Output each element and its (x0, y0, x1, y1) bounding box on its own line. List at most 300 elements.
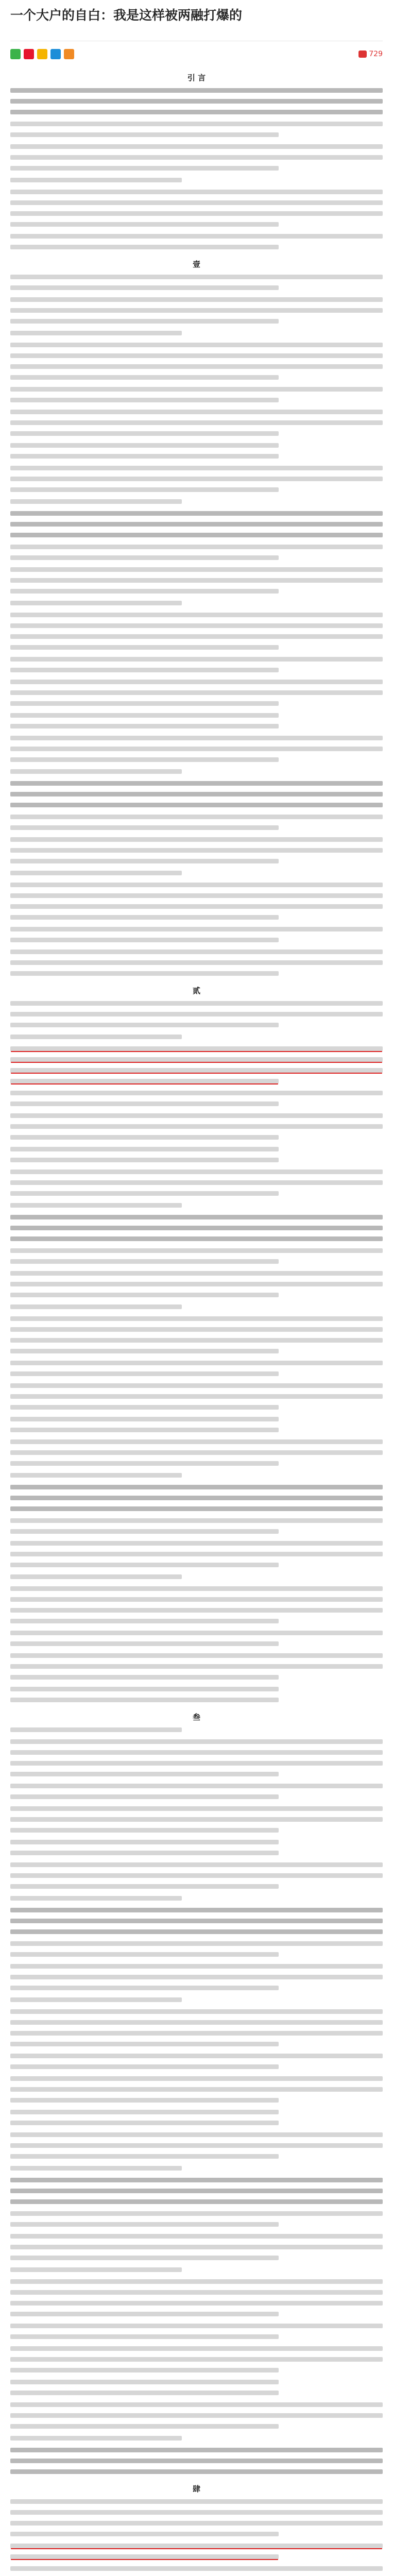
text-line (10, 477, 383, 481)
like-button[interactable] (358, 50, 383, 58)
text-line (10, 200, 383, 205)
paragraph (10, 1035, 383, 1039)
text-line (10, 1215, 383, 1219)
article-body (10, 72, 383, 2576)
paragraph (10, 837, 383, 863)
text-line (10, 701, 279, 706)
paragraph (10, 1806, 383, 1833)
paragraph (10, 1417, 383, 1432)
paragraph (10, 178, 383, 182)
text-line (10, 1929, 383, 1934)
text-line (10, 522, 383, 527)
section-heading: 贰 (192, 986, 200, 995)
like-heart-icon (358, 50, 367, 58)
text-line (10, 1450, 383, 1455)
paragraph (10, 871, 383, 875)
text-line (10, 122, 383, 126)
paragraph (10, 2054, 383, 2069)
paragraph (10, 1485, 383, 1511)
paragraph (10, 2211, 383, 2227)
text-line (10, 2256, 279, 2260)
paragraph (10, 713, 383, 728)
highlighted-text-line (10, 1057, 383, 1062)
article-meta (10, 28, 383, 41)
paragraph (10, 1248, 383, 1264)
text-line (10, 431, 279, 436)
paragraph (10, 2544, 383, 2559)
paragraph (10, 2178, 383, 2204)
text-line (10, 222, 279, 227)
text-line (10, 2154, 279, 2159)
text-line (10, 178, 182, 182)
text-line (10, 1271, 383, 1276)
text-line (10, 1124, 383, 1129)
qq-share-icon[interactable] (50, 49, 61, 59)
text-line (10, 1226, 383, 1230)
text-line (10, 769, 182, 774)
paragraph (10, 1518, 383, 1534)
paragraph (10, 511, 383, 537)
paragraph (10, 1439, 383, 1466)
text-line (10, 1091, 383, 1095)
paragraph (10, 1784, 383, 1799)
text-line (10, 1862, 383, 1867)
text-line (10, 308, 383, 313)
text-line (10, 2521, 383, 2526)
paragraph (10, 815, 383, 830)
text-line (10, 1884, 279, 1889)
text-line (10, 155, 383, 160)
text-line (10, 1529, 279, 1534)
text-line (10, 1417, 279, 1421)
paragraph (10, 410, 383, 436)
text-line (10, 2499, 383, 2504)
text-line (10, 2380, 279, 2384)
text-line (10, 904, 383, 909)
paragraph (10, 2166, 383, 2171)
text-line (10, 1383, 383, 1388)
text-line (10, 938, 279, 942)
text-line (10, 634, 383, 639)
highlighted-text-line (10, 2554, 279, 2559)
text-line (10, 2166, 182, 2171)
text-line (10, 2211, 383, 2216)
article-title: 一个大户的自白：我是这样被两融打爆的 (10, 8, 243, 23)
text-line (10, 297, 383, 302)
text-line (10, 623, 383, 628)
text-line (10, 2459, 383, 2463)
text-line (10, 1586, 383, 1591)
paragraph (10, 1896, 383, 1901)
section-heading: 壹 (192, 259, 200, 269)
text-line (10, 1259, 279, 1264)
text-line (10, 1794, 279, 1799)
text-line (10, 1851, 279, 1855)
paragraph (10, 2402, 383, 2429)
text-line (10, 1304, 182, 1309)
text-line (10, 1840, 279, 1844)
text-line (10, 1035, 182, 1039)
text-line (10, 443, 279, 448)
text-line (10, 1485, 383, 1489)
text-line (10, 837, 383, 842)
text-line (10, 2020, 383, 2025)
text-line (10, 1653, 383, 1658)
paragraph (10, 144, 383, 171)
text-line (10, 88, 383, 93)
text-line (10, 1147, 279, 1151)
text-line (10, 1506, 383, 1511)
paragraph (10, 1541, 383, 1567)
text-line (10, 825, 279, 830)
paragraph (10, 1473, 383, 1478)
text-line (10, 1597, 383, 1602)
text-line (10, 275, 383, 279)
text-line (10, 166, 279, 171)
paragraph (10, 1203, 383, 1208)
text-line (10, 466, 383, 470)
text-line (10, 364, 383, 369)
text-line (10, 1191, 279, 1196)
text-line (10, 2290, 383, 2295)
paragraph (10, 1631, 383, 1646)
text-line (10, 1619, 279, 1623)
text-line (10, 2324, 383, 2328)
paragraph (10, 1997, 383, 2002)
paragraph (10, 2324, 383, 2339)
text-line (10, 1772, 279, 1776)
text-line (10, 2121, 279, 2125)
text-line (10, 2178, 383, 2182)
share-bar (10, 45, 383, 63)
text-line (10, 190, 383, 194)
paragraph (10, 234, 383, 249)
text-line (10, 747, 383, 751)
text-line (10, 1338, 383, 1343)
text-line (10, 1727, 182, 1732)
text-line (10, 2132, 383, 2137)
text-line (10, 1986, 279, 1990)
paragraph (10, 2076, 383, 2103)
paragraph (10, 2346, 383, 2372)
paragraph (10, 2436, 383, 2441)
text-line (10, 375, 279, 380)
text-line (10, 2087, 383, 2092)
text-line (10, 589, 279, 594)
text-line (10, 2054, 383, 2058)
text-line (10, 781, 383, 786)
text-line (10, 1327, 383, 1332)
text-line (10, 1394, 383, 1399)
paragraph (10, 88, 383, 114)
text-line (10, 1180, 383, 1185)
paragraph (10, 1147, 383, 1162)
paragraph (10, 499, 383, 504)
text-line (10, 567, 383, 572)
paragraph (10, 1941, 383, 1957)
paragraph (10, 331, 383, 335)
highlighted-text-line (10, 1046, 383, 1051)
text-line (10, 1698, 279, 1702)
text-line (10, 499, 182, 504)
text-line (10, 1828, 279, 1833)
paragraph (10, 1271, 383, 1297)
text-line (10, 2301, 383, 2306)
text-line (10, 757, 279, 762)
text-line (10, 1664, 383, 1669)
text-line (10, 2346, 383, 2351)
text-line (10, 657, 383, 662)
text-line (10, 2009, 383, 2014)
text-line (10, 950, 383, 954)
paragraph (10, 387, 383, 402)
text-line (10, 1919, 383, 1923)
text-line (10, 1608, 383, 1613)
paragraph (10, 950, 383, 976)
text-line (10, 420, 383, 425)
text-line (10, 99, 383, 104)
text-line (10, 1371, 279, 1376)
text-line (10, 2076, 383, 2081)
text-line (10, 245, 279, 249)
paragraph (10, 443, 383, 459)
text-line (10, 1873, 383, 1878)
text-line (10, 410, 383, 414)
text-line (10, 871, 182, 875)
text-line (10, 1975, 383, 1979)
text-line (10, 960, 383, 965)
text-line (10, 2245, 383, 2249)
highlighted-text-line (10, 1079, 279, 1083)
text-line (10, 454, 279, 459)
text-line (10, 1908, 383, 1912)
paragraph (10, 2279, 383, 2316)
section-heading: 肆 (192, 2484, 200, 2494)
text-line (10, 2143, 383, 2148)
text-line (10, 1806, 383, 1811)
paragraph (10, 1574, 383, 1579)
text-line (10, 915, 279, 920)
text-line (10, 2222, 279, 2227)
paragraph (10, 1653, 383, 1680)
text-line (10, 1461, 279, 1466)
text-line (10, 2413, 383, 2418)
paragraph (10, 2234, 383, 2260)
text-line (10, 1518, 383, 1523)
text-line (10, 1361, 383, 1365)
text-line (10, 2368, 279, 2372)
text-line (10, 859, 279, 863)
text-line (10, 511, 383, 516)
text-line (10, 319, 279, 324)
paragraph (10, 297, 383, 324)
text-line (10, 398, 279, 402)
text-line (10, 2312, 279, 2316)
text-line (10, 387, 383, 392)
text-line (10, 285, 279, 290)
text-line (10, 1817, 383, 1822)
paragraph (10, 2110, 383, 2125)
paragraph (10, 1739, 383, 1776)
text-line (10, 1349, 279, 1353)
text-line (10, 1687, 279, 1691)
paragraph (10, 736, 383, 762)
text-line (10, 848, 383, 853)
text-line (10, 815, 383, 819)
text-line (10, 2279, 383, 2284)
text-line (10, 1405, 279, 1410)
text-line (10, 668, 279, 672)
section-heading: 叁 (192, 1712, 200, 1722)
text-line (10, 1203, 182, 1208)
paragraph (10, 1908, 383, 1934)
text-line (10, 555, 279, 560)
text-line (10, 1236, 383, 1241)
like-count: 729 (369, 49, 383, 58)
text-line (10, 724, 279, 728)
text-line (10, 680, 383, 684)
text-line (10, 1293, 279, 1297)
paragraph (10, 883, 383, 920)
paragraph (10, 2499, 383, 2536)
paragraph (10, 2566, 383, 2576)
text-line (10, 1023, 279, 1027)
text-line (10, 1248, 383, 1253)
text-line (10, 1563, 279, 1567)
text-line (10, 1428, 279, 1432)
paragraph (10, 1001, 383, 1027)
paragraph (10, 1113, 383, 1140)
text-line (10, 2042, 279, 2046)
paragraph (10, 1862, 383, 1889)
paragraph (10, 343, 383, 380)
paragraph (10, 927, 383, 942)
text-line (10, 893, 383, 898)
text-line (10, 2391, 279, 2395)
text-line (10, 613, 383, 617)
text-line (10, 2334, 279, 2339)
text-line (10, 1739, 383, 1744)
paragraph (10, 613, 383, 650)
paragraph (10, 2132, 383, 2159)
text-line (10, 487, 279, 492)
text-line (10, 601, 182, 605)
text-line (10, 1675, 279, 1680)
highlighted-text-line (10, 2544, 383, 2548)
text-line (10, 2436, 182, 2441)
paragraph (10, 1727, 383, 1732)
paragraph (10, 122, 383, 137)
text-line (10, 1784, 383, 1788)
text-line (10, 1001, 383, 1006)
weibo-share-icon[interactable] (24, 49, 34, 59)
more-share-icon[interactable] (64, 49, 74, 59)
paragraph (10, 769, 383, 774)
text-line (10, 2566, 383, 2571)
paragraph (10, 680, 383, 706)
paragraph (10, 567, 383, 594)
text-line (10, 1552, 383, 1556)
paragraph (10, 1091, 383, 1106)
text-line (10, 1496, 383, 1500)
text-line (10, 578, 383, 583)
text-line (10, 1439, 383, 1444)
text-line (10, 1158, 279, 1162)
text-line (10, 1631, 383, 1635)
text-line (10, 1101, 279, 1106)
text-line (10, 1574, 182, 1579)
paragraph (10, 2380, 383, 2395)
text-line (10, 2064, 279, 2069)
text-line (10, 2402, 383, 2407)
text-line (10, 2098, 279, 2103)
text-line (10, 1012, 383, 1016)
text-line (10, 1282, 383, 1286)
paragraph (10, 657, 383, 672)
paragraph (10, 1383, 383, 1410)
paragraph (10, 1046, 383, 1083)
text-line (10, 736, 383, 740)
text-line (10, 2357, 383, 2362)
text-line (10, 1896, 182, 1901)
text-line (10, 2031, 383, 2036)
paragraph (10, 1586, 383, 1623)
text-line (10, 690, 383, 695)
paragraph (10, 2267, 383, 2272)
text-line (10, 1997, 182, 2002)
text-line (10, 110, 383, 114)
text-line (10, 2110, 279, 2114)
text-line (10, 353, 383, 358)
text-line (10, 144, 383, 149)
text-line (10, 1952, 279, 1957)
paragraph (10, 466, 383, 492)
text-line (10, 343, 383, 347)
text-line (10, 2424, 279, 2429)
highlighted-text-line (10, 1068, 383, 1073)
text-line (10, 545, 383, 549)
text-line (10, 713, 279, 718)
text-line (10, 803, 383, 807)
paragraph (10, 190, 383, 227)
paragraph (10, 1170, 383, 1196)
paragraph (10, 1840, 383, 1855)
text-line (10, 971, 279, 976)
text-line (10, 792, 383, 796)
text-line (10, 2267, 182, 2272)
paragraph (10, 275, 383, 290)
text-line (10, 533, 383, 537)
text-line (10, 1135, 279, 1140)
text-line (10, 2469, 383, 2474)
text-line (10, 645, 279, 650)
paragraph (10, 1361, 383, 1376)
paragraph (10, 1304, 383, 1309)
text-line (10, 2234, 383, 2239)
text-line (10, 2199, 383, 2204)
wechat-share-icon[interactable] (10, 49, 21, 59)
text-line (10, 2448, 383, 2452)
text-line (10, 1750, 383, 1755)
text-line (10, 1641, 279, 1646)
text-line (10, 1316, 383, 1321)
text-line (10, 1541, 383, 1546)
section-heading: 引 言 (187, 73, 206, 82)
text-line (10, 1761, 383, 1766)
text-line (10, 2189, 383, 2193)
text-line (10, 132, 279, 137)
qzone-share-icon[interactable] (37, 49, 47, 59)
